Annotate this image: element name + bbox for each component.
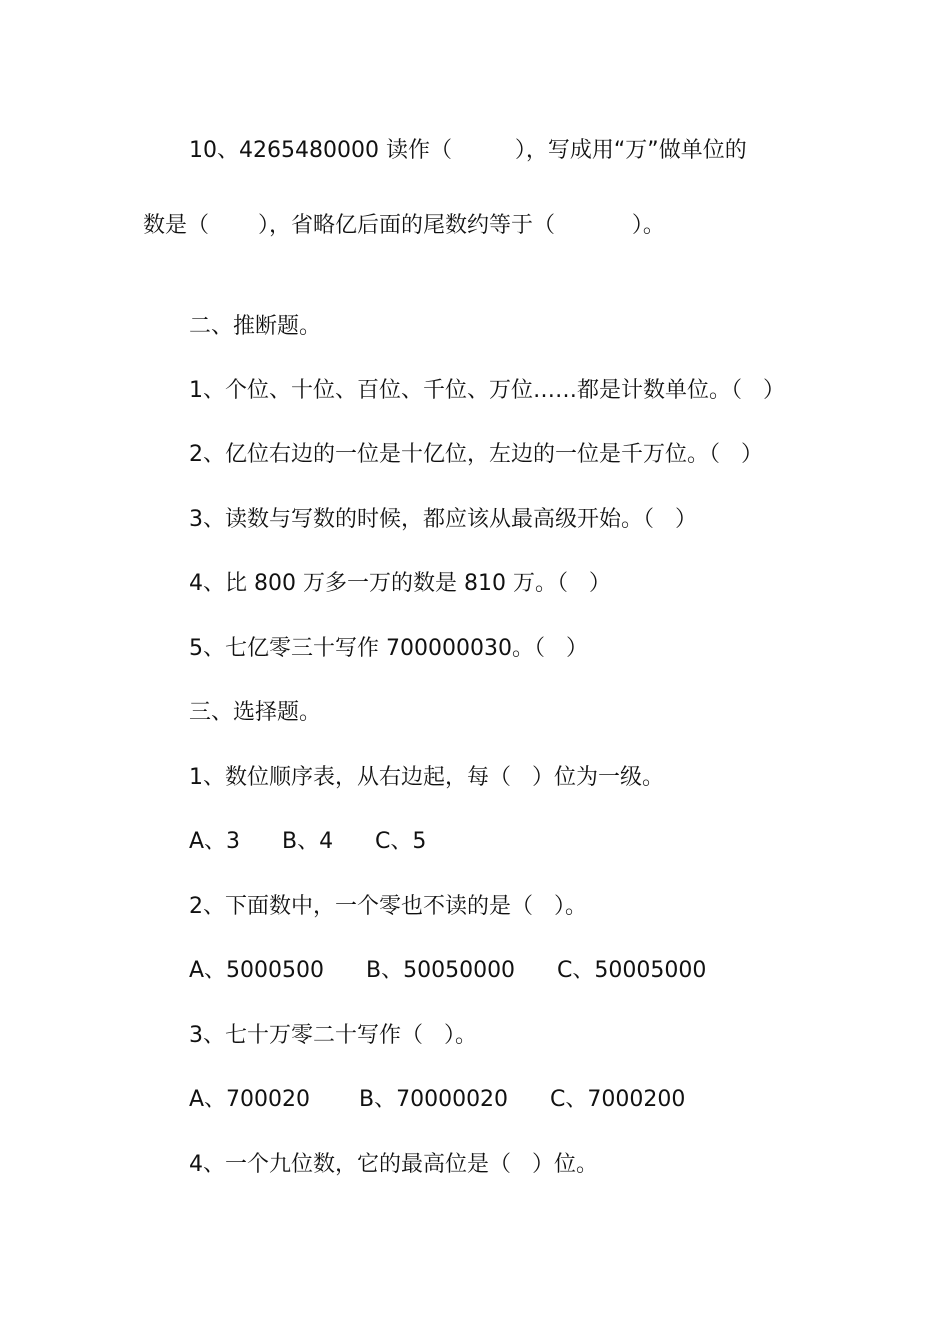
choice-question-1: 1、数位顺序表，从右边起，每（ ）位为一级。 (189, 765, 664, 790)
judgement-item-4: 4、比 800 万多一万的数是 810 万。（ ） (189, 571, 611, 596)
choice-question-1-options: A、3 B、4 C、5 (189, 829, 427, 854)
judgement-item-5: 5、七亿零三十写作 700000030。（ ） (189, 636, 588, 661)
judgement-item-1: 1、个位、十位、百位、千位、万位……都是计数单位。（ ） (189, 378, 785, 403)
choice-question-4: 4、一个九位数，它的最高位是（ ）位。 (189, 1152, 598, 1177)
judgement-item-3: 3、读数与写数的时候，都应该从最高级开始。（ ） (189, 507, 697, 532)
choice-question-2-options: A、5000500 B、50050000 C、50005000 (189, 958, 707, 983)
question-10-line-1: 10、4265480000 读作（ ），写成用“万”做单位的 (189, 138, 747, 163)
choice-question-3: 3、七十万零二十写作（ ）。 (189, 1023, 477, 1048)
judgement-item-2: 2、亿位右边的一位是十亿位，左边的一位是千万位。（ ） (189, 442, 763, 467)
section-3-heading: 三、选择题。 (189, 700, 322, 725)
section-2-heading: 二、推断题。 (189, 314, 322, 339)
question-10-line-2: 数是（ ），省略亿后面的尾数约等于（ ）。 (143, 213, 665, 238)
choice-question-3-options: A、700020 B、70000020 C、7000200 (189, 1087, 686, 1112)
choice-question-2: 2、下面数中，一个零也不读的是（ ）。 (189, 894, 587, 919)
